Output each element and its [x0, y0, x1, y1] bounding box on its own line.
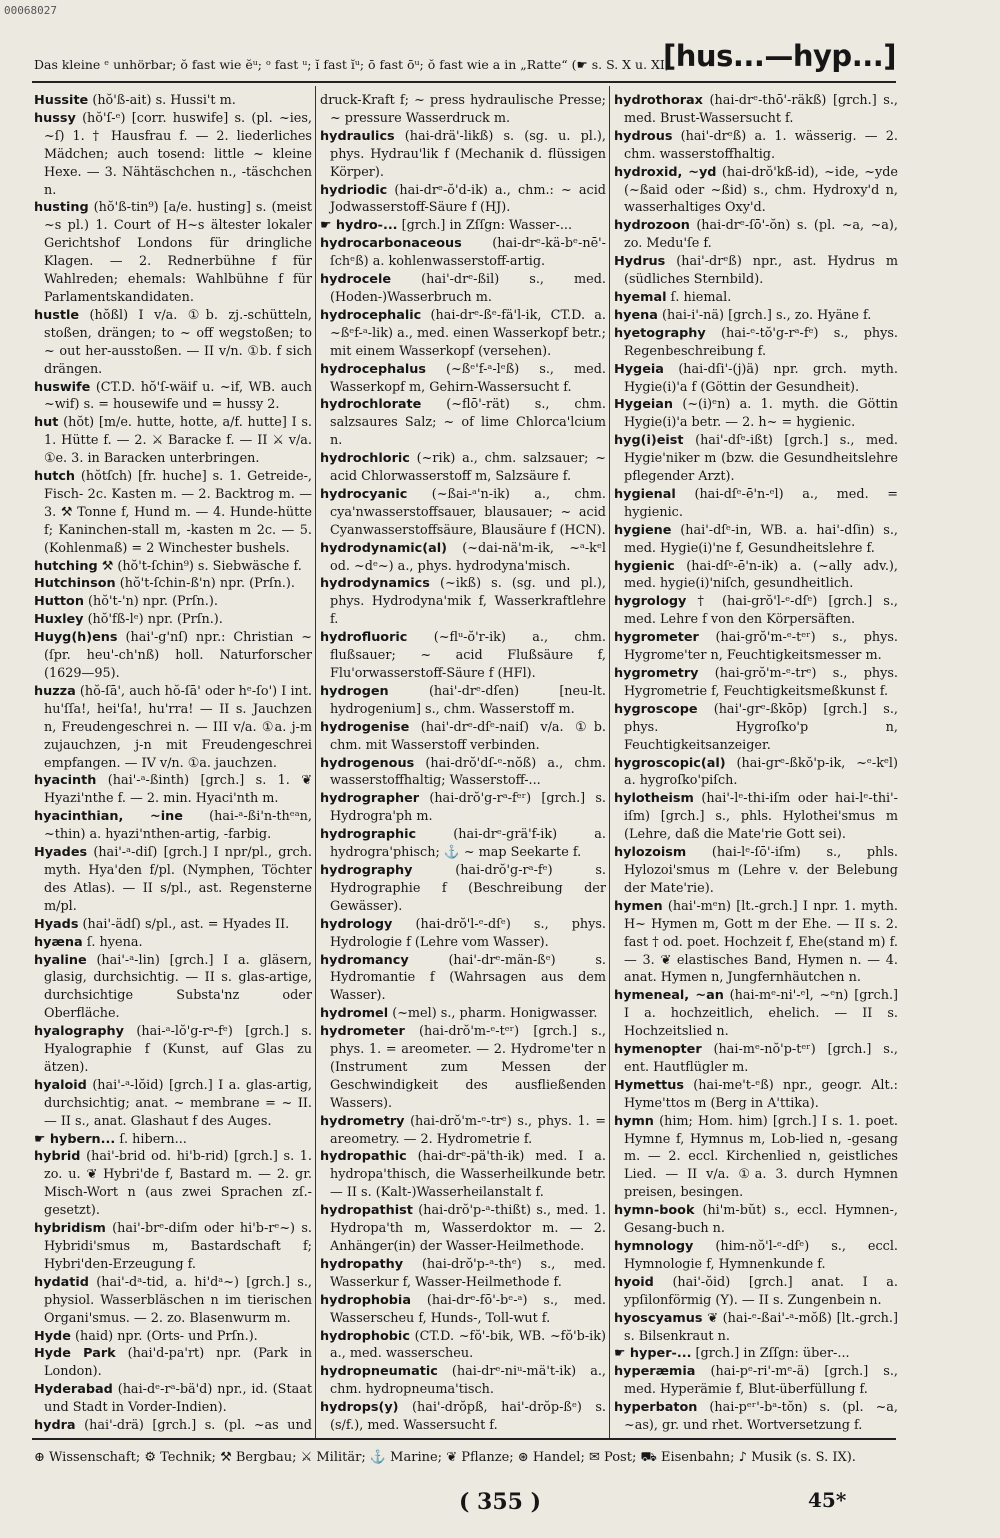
- entry-definition: (hai'd-pa'rt) npr. (Park in London).: [44, 1346, 312, 1380]
- entry-headword: hymnology: [614, 1239, 694, 1254]
- entry-definition: (hŏ-ſā', auch hŏ-ſā' oder hᵉ-ſo') I int. hu'ſſa!, hei'ſa!, hu'rra! — II s. Jauchzen n, Freudengeschrei n. — III v/a. ①a. j-m zujauchzen, j-n mit Freudengeschrei empfangen. — IV v/n. ①a. jauchzen.: [44, 683, 312, 771]
- dictionary-entry: [320, 396, 606, 450]
- entry-definition: (hŏ'ß-tin⁹) [a/e. husting] s. (meist ~s pl.) 1. Court of H~s ältester lokaler Gerichtshof Londons für dringliche Klagen. — 2. Rednerbühne f für Wahlreden; ehemals: Wahlbühne f für Parlamentskandidaten.: [44, 200, 312, 305]
- dictionary-entry: [320, 235, 606, 271]
- dictionary-entry: [614, 522, 898, 558]
- entry-definition: (hai-drᵉ-pä'th-ik) med. I a. hydropa'thisch, die Wasserheilkunde betr. — II s. (Kalt-)Wasserheilanstalt f.: [330, 1149, 606, 1201]
- entry-headword: Hygeia: [614, 361, 664, 377]
- dictionary-entry: [614, 164, 898, 218]
- entry-definition: (hai-drŏ'm-ᵉ-trᵉ) s., phys. 1. = areometry. — 2. Hydrometrie f.: [330, 1113, 606, 1147]
- entry-headword: hydrocephalic: [320, 307, 422, 323]
- entry-headword: hydriodic: [320, 182, 388, 198]
- entry-definition: (hai-drᵉ-ßᵉ-fä'l-ik, CT.D. a. ~ßᵉf-ᵃ-lik) a., med. einen Wasserkopf betr.; mit einem Wasserkopf (versehen).: [330, 307, 606, 359]
- dictionary-entry: [614, 92, 898, 128]
- entry-headword: Hutchinson: [34, 576, 116, 592]
- dictionary-entry: [614, 665, 898, 701]
- entry-definition: (CT.D. ~fŏ'-bik, WB. ~fŏ'b-ik) a., med. wasserscheu.: [330, 1328, 606, 1362]
- dictionary-entry: [34, 611, 312, 629]
- entry-headword: hydrous: [614, 128, 673, 144]
- dictionary-column-3: [614, 92, 898, 1437]
- dictionary-entry: [614, 558, 898, 594]
- entry-definition: (hai-pᵉ-ri'-mᵉ-ä) [grch.] s., med. Hyperämie f, Blut-überfüllung f.: [624, 1364, 898, 1398]
- entry-definition: (hŏ't-'n) npr. (Prſn.).: [88, 594, 218, 610]
- entry-definition: (hai'-ᵃ-lŏid) [grch.] I a. glas-artig, durchsichtig; anat. ~ membrane = ~ II. — II s., anat. Glashaut f des Auges.: [44, 1077, 312, 1129]
- entry-definition: (hai'-ädſ) s/pl., ast. = Hyades II.: [82, 916, 290, 932]
- footer-rule: [32, 1438, 896, 1440]
- entry-headword: hydromancy: [320, 952, 409, 968]
- entry-definition: (hai-pᵉʳ'-bᵃ-tŏn) s. (pl. ~a, ~as), gr. und rhet. Wortversetzung f.: [624, 1400, 898, 1434]
- dictionary-entry: [34, 683, 312, 773]
- dictionary-entry: [320, 719, 606, 755]
- entry-definition: (~rik) a., chm. salzsauer; ~ acid Chlorwasserstoff m, Salzsäure f.: [330, 451, 606, 485]
- entry-definition: (hai-grᵉ-ßkŏ'p-ik, ~ᵉ-kᵉl) a. hygroſko'piſch.: [624, 755, 898, 789]
- entry-headword: Hyde: [34, 1328, 71, 1344]
- entry-headword: hydropathic: [320, 1149, 407, 1165]
- entry-headword: Hyderabad: [34, 1382, 113, 1398]
- dictionary-entry: [614, 253, 898, 289]
- dictionary-entry: [614, 987, 898, 1041]
- dictionary-entry: [614, 307, 898, 325]
- dictionary-entry: [320, 540, 606, 576]
- entry-headword: hutch: [34, 469, 76, 485]
- scan-id-label: 00068027: [4, 4, 57, 17]
- dictionary-column-2: [320, 92, 606, 1437]
- dictionary-entry: [614, 1363, 898, 1399]
- entry-definition: (hai'-ᵃ-lin) [grch.] I a. gläsern, glasig, durchsichtig. — II s. glas-artige, durchsichtige Substa'nz oder Oberfläche.: [44, 952, 312, 1022]
- entry-definition: (hai-dſᵉ-ē'n-ik) a. (~ally adv.), med. hygie(i)'niſch, gesundheitlich.: [624, 558, 898, 592]
- entry-definition: (hai'-drŏpß, hai'-drŏp-ßᵉ) s. (s/f.), med. Wassersucht f.: [330, 1400, 606, 1434]
- dictionary-entry: [320, 1023, 606, 1113]
- dictionary-entry: [320, 217, 606, 235]
- entry-headword: hydrophobic: [320, 1328, 410, 1344]
- entry-definition: (hi'm-bŭt) s., eccl. Hymnen-, Gesang-buch n.: [624, 1203, 898, 1237]
- entry-headword: hydrographer: [320, 791, 420, 807]
- dictionary-entry: [614, 217, 898, 253]
- dictionary-entry: [614, 1399, 898, 1435]
- dictionary-entry: [320, 1399, 606, 1435]
- dictionary-entry: [320, 92, 606, 128]
- dictionary-entry: [614, 289, 898, 307]
- dictionary-entry: [320, 755, 606, 791]
- entry-definition: (hai-drŏ'kß-id), ~ide, ~yde (~ßaid oder ~ßid) s., chm. Hydroxy'd n, wasserhaltiges Oxy'd.: [624, 164, 898, 216]
- entry-definition: (hŏtſch) [fr. huche] s. 1. Getreide-, Fisch- 2c. Kasten m. — 2. Backtrog m. — 3. ⚒ Tonne f, Hund m. — 4. Hunde-hütte f; Kaninchen-stall m, -kasten m 2c. — 5. (Kohlenmaß) = 2 Winchester bushels.: [44, 469, 312, 556]
- dictionary-entry: [614, 1041, 898, 1077]
- dictionary-entry: [614, 1310, 898, 1346]
- entry-definition: (hai'-brid od. hi'b-rid) [grch.] s. 1. zo. u. ❦ Hybri'de f, Bastard m. — 2. gr. Misch-Wort n (aus zwei Sprachen zſ.-gesetzt).: [44, 1149, 312, 1219]
- dictionary-entry: [614, 629, 898, 665]
- entry-headword: Hyads: [34, 916, 79, 932]
- entry-definition: (CT.D. hŏ'ſ-wäif u. ~if, WB. auch ~wif) s. = housewife und = hussy 2.: [44, 379, 312, 413]
- entry-definition: (hai'-dᵃ-tid, a. hi'dᵃ~) [grch.] s., physiol. Wasserbläschen n im tierischen Organi'smus. — 2. zo. Blasenwurm m.: [44, 1274, 312, 1326]
- dictionary-entry: [34, 1274, 312, 1328]
- entry-headword: Hydrus: [614, 254, 666, 270]
- dictionary-entry: [320, 486, 606, 540]
- entry-headword: Hygeian: [614, 397, 674, 413]
- entry-headword: hydrodynamics: [320, 576, 430, 592]
- entry-definition: (him; Hom. him) [grch.] I s. 1. poet. Hymne f, Hymnus m, Lob-lied n, -gesang m. — 2. eccl. Kirchenlied n, geistliches Lied. — II v/a. ①a. 3. durch Hymnen preisen, besingen.: [624, 1113, 898, 1201]
- entry-headword: ☛ hyper-...: [614, 1346, 692, 1362]
- dictionary-entry: [614, 1113, 898, 1203]
- entry-definition: (hai-drᵉ-ŏ'd-ik) a., chm.: ~ acid Jodwasserstoff-Säure f (HJ).: [330, 182, 606, 216]
- dictionary-entry: [34, 558, 312, 576]
- dictionary-entry: [320, 361, 606, 397]
- dictionary-entry: [34, 1023, 312, 1077]
- dictionary-entry: [34, 1328, 312, 1346]
- entry-definition: (hai'-drᵉ-dſᵉ-naiſ) v/a. ①b. chm. mit Wasserstoff verbinden.: [330, 719, 606, 753]
- dictionary-column-1: [34, 92, 312, 1437]
- entry-headword: ☛ hydro-...: [320, 218, 398, 234]
- entry-definition: (hai-drŏ'g-rᵃ-fᵉʳ) [grch.] s. Hydrogra'ph m.: [330, 791, 606, 825]
- entry-headword: hymn-book: [614, 1203, 695, 1219]
- entry-headword: hydraulics: [320, 128, 395, 144]
- entry-headword: hydrology: [320, 916, 393, 932]
- entry-definition: (him-nŏ'l-ᵉ-dſᵉ) s., eccl. Hymnologie f, Hymnenkunde f.: [624, 1239, 898, 1272]
- entry-definition: (hai-dᵉ-rᵃ-bä'd) npr., id. (Staat und Stadt in Vorder-Indien).: [44, 1382, 312, 1416]
- dictionary-entry: [614, 898, 898, 988]
- dictionary-entry: [614, 432, 898, 486]
- entry-headword: hydra: [34, 1418, 76, 1434]
- entry-definition: ſ. hibern...: [119, 1131, 187, 1147]
- entry-headword: hydatid: [34, 1274, 89, 1290]
- dictionary-entry: [614, 1202, 898, 1238]
- dictionary-entry: [320, 182, 606, 218]
- entry-definition: (hai-drŏ'p-ᵃ-thißt) s., med. 1. Hydropa'th m, Wasserdoktor m. — 2. Anhänger(in) der Wasser-Heilmethode.: [330, 1203, 606, 1254]
- entry-headword: hydropathist: [320, 1203, 413, 1219]
- entry-headword: Hymettus: [614, 1077, 685, 1093]
- dictionary-entry: [320, 1328, 606, 1364]
- dictionary-entry: [34, 1381, 312, 1417]
- dictionary-entry: [614, 593, 898, 629]
- dictionary-entry: [320, 1256, 606, 1292]
- entry-headword: hyena: [614, 307, 658, 323]
- entry-headword: hybrid: [34, 1149, 81, 1165]
- dictionary-entry: [34, 844, 312, 916]
- entry-definition: (hai'-mᵉn) [lt.-grch.] I npr. 1. myth. H~ Hymen m, Gott m der Ehe. — II s. 2. fast † od. poet. Hochzeit f, Ehe(stand m) f. — 3. ❦ elastisches Band, Hymen n. — 4. anat. Hymen n, Jungfernhäutchen n.: [624, 898, 898, 986]
- entry-definition: (hai'-drᵉß) a. 1. wässerig. — 2. chm. wasserstoffhaltig.: [624, 128, 898, 162]
- entry-definition: (~dai-nä'm-ik, ~ᵃ-kᵉl od. ~dᵉ~) a., phys. hydrodyna'misch.: [330, 540, 606, 574]
- entry-definition: (hai'-grᵉ-ßkōp) [grch.] s., phys. Hygroſko'p n, Feuchtigkeitsanzeiger.: [624, 701, 898, 753]
- entry-definition: (hai-dſᵉ-ē'n-ᵉl) a., med. = hygienic.: [624, 486, 898, 520]
- entry-headword: Hutton: [34, 594, 84, 610]
- entry-headword: hut: [34, 415, 59, 431]
- dictionary-entry: [614, 361, 898, 397]
- entry-headword: hygienal: [614, 486, 676, 502]
- dictionary-entry: [34, 629, 312, 683]
- entry-definition: (hai'-drᵉß) npr., ast. Hydrus m (südliches Sternbild).: [624, 254, 898, 288]
- entry-definition: (hai'-ᵃ-ßinth) [grch.] s. 1. ❦ Hyazi'nthe f. — 2. min. Hyaci'nth m.: [44, 773, 312, 807]
- entry-definition: (hai-mᵉ-nŏ'p-tᵉʳ) [grch.] s., ent. Hautflügler m.: [624, 1042, 898, 1075]
- dictionary-entry: [320, 271, 606, 307]
- entry-headword: hydrocephalus: [320, 361, 426, 377]
- dictionary-entry: [34, 468, 312, 558]
- entry-definition: (hai-drŏ'm-ᵉ-tᵉʳ) [grch.] s., phys. 1. = areometer. — 2. Hydrome'ter n (Instrument zum Messen der Geschwindigkeit des ausfließenden Wassers).: [330, 1024, 606, 1111]
- entry-definition: (hai-drᵉ-ſō'-ŏn) s. (pl. ~a, ~a), zo. Medu'ſe f.: [624, 218, 898, 252]
- dictionary-entry: [614, 486, 898, 522]
- entry-headword: hydrochloric: [320, 451, 410, 467]
- entry-definition: (hai-drᵉ-thō'-räkß) [grch.] s., med. Brust-Wassersucht f.: [624, 93, 898, 126]
- dictionary-entry: [34, 1131, 312, 1149]
- dictionary-entry: [614, 128, 898, 164]
- entry-headword: hydrozoon: [614, 218, 690, 234]
- dictionary-entry: [614, 701, 898, 755]
- entry-definition: (hai-mᵉ-ni'-ᵉl, ~ᵉn) [grch.] I a. hochzeitlich, ehelich. — II s. Hochzeitslied n.: [624, 988, 898, 1040]
- entry-headword: hymn: [614, 1113, 654, 1129]
- entry-definition: (~(i)ᵉn) a. 1. myth. die Göttin Hygie(i)'a betr. — 2. h~ = hygienic.: [624, 397, 898, 431]
- dictionary-entry: [34, 110, 312, 200]
- page-range-header: [hus...—hyp...]: [663, 39, 896, 73]
- entry-headword: hygroscope: [614, 701, 698, 717]
- entry-headword: hyalography: [34, 1024, 124, 1040]
- entry-definition: (hai'-drä) [grch.] s. (pl. ~as und: [84, 1418, 312, 1434]
- entry-headword: hydrops(y): [320, 1400, 399, 1416]
- column-separator: [609, 86, 610, 1438]
- dictionary-entry: [34, 772, 312, 808]
- dictionary-entry: [34, 307, 312, 379]
- entry-headword: huzza: [34, 683, 76, 699]
- dictionary-entry: [614, 1274, 898, 1310]
- dictionary-entry: [614, 1345, 898, 1363]
- entry-definition: (hai-drᵉ-fō'-bᵉ-ᵃ) s., med. Wasserscheu f, Hunds-, Toll-wut f.: [330, 1292, 606, 1326]
- dictionary-entry: [614, 755, 898, 791]
- entry-headword: hygienic: [614, 558, 675, 574]
- entry-definition: (hai-lᵉ-ſō'-iſm) s., phls. Hylozoi'smus m (Lehre v. der Belebung der Mate'rie).: [624, 845, 898, 896]
- entry-definition: (hai-drᵉ-niᵘ-mä't-ik) a., chm. hydropneuma'tisch.: [330, 1364, 606, 1398]
- entry-headword: hygiene: [614, 522, 672, 538]
- dictionary-entry: [320, 790, 606, 826]
- entry-headword: hydrometer: [320, 1024, 405, 1040]
- dictionary-entry: [614, 325, 898, 361]
- entry-definition: (~ßᵉ'f-ᵃ-lᵉß) s., med. Wasserkopf m, Gehirn-Wassersucht f.: [330, 361, 606, 395]
- entry-headword: hyemal: [614, 289, 667, 305]
- entry-headword: hyoid: [614, 1274, 654, 1290]
- entry-definition: (~ßai-ᵃ'n-ik) a., chm. cya'nwasserstoffsauer, blausauer; ~ acid Cyanwasserstoffsäure, Blausäure f (HCN).: [330, 486, 606, 538]
- pronunciation-key-header: Das kleine ᵉ unhörbar; ŏ fast wie ĕᵘ; ᵒ fast ᵘ; ĭ fast ĭᵘ; ō fast ōᵘ; ŏ fast wie a in „Ratte“ (☛ s. S. X u. XI).: [34, 57, 674, 72]
- entry-definition: [grch.] in Zſſgn: über-...: [695, 1346, 850, 1362]
- entry-headword: hymeneal, ~an: [614, 988, 724, 1004]
- dictionary-entry: [34, 414, 312, 468]
- dictionary-entry: [320, 629, 606, 683]
- entry-headword: hygrology: [614, 594, 687, 610]
- entry-headword: hydrometry: [320, 1113, 405, 1129]
- entry-definition: (hai'-dſᵉ-ißt) [grch.] s., med. Hygie'niker m (bzw. die Gesundheitslehre pflegender Arzt).: [624, 433, 898, 485]
- entry-definition: (hai'-drᵉ-ßil) s., med. (Hoden-)Wasserbruch m.: [330, 272, 606, 305]
- entry-definition: (hai-drŏ'l-ᵉ-dſᵉ) s., phys. Hydrologie f (Lehre vom Wasser).: [330, 916, 606, 950]
- entry-headword: hydrography: [320, 862, 413, 878]
- dictionary-entry: [320, 1148, 606, 1202]
- entry-definition: (hŏ't-ſchin-ß'n) npr. (Prſn.).: [119, 576, 295, 592]
- dictionary-entry: [320, 450, 606, 486]
- entry-headword: hylozoism: [614, 845, 687, 861]
- entry-definition: (hai-dſi'-(j)ä) npr. grch. myth. Hygie(i)'a f (Göttin der Gesundheit).: [624, 361, 898, 395]
- entry-headword: Hyades: [34, 845, 88, 861]
- entry-headword: hydrographic: [320, 827, 417, 843]
- entry-headword: hydrothorax: [614, 93, 703, 108]
- entry-definition: (hai-i'-nä) [grch.] s., zo. Hyäne f.: [661, 307, 872, 323]
- dictionary-entry: [320, 1363, 606, 1399]
- entry-definition: (hai-ᵃ-lŏ'g-rᵃ-fᵉ) [grch.] s. Hyalographie f (Kunst, auf Glas zu ätzen).: [44, 1024, 312, 1075]
- entry-headword: Hyde Park: [34, 1346, 116, 1362]
- header-rule: [32, 81, 896, 83]
- dictionary-entry: [320, 1435, 606, 1437]
- dictionary-entry: [614, 1238, 898, 1274]
- entry-headword: hussy: [34, 110, 76, 126]
- entry-headword: hyacinth: [34, 773, 97, 789]
- entry-definition: ſ. hiemal.: [670, 289, 732, 305]
- entry-headword: hydropathy: [320, 1256, 404, 1272]
- entry-headword: hustle: [34, 307, 80, 323]
- entry-definition: (hai-drᵉ-grä'f-ik) a. hydrogra'phisch; ⚓ ~ map Seekarte f.: [330, 827, 606, 861]
- dictionary-entry: [34, 379, 312, 415]
- entry-definition: (hai-ᵉ-tŏ'g-rᵃ-fᵉ) s., phys. Regenbeschreibung f.: [624, 325, 898, 359]
- dictionary-entry: [320, 862, 606, 916]
- entry-headword: hydrogenous: [320, 755, 415, 771]
- entry-definition: (~flō'-rät) s., chm. salzsaures Salz; ~ of lime Chlorca'lcium n.: [330, 397, 606, 449]
- dictionary-entry: [320, 683, 606, 719]
- dictionary-entry: [320, 128, 606, 182]
- entry-definition: (hai-drŏ'g-rᵃ-fᵉ) s. Hydrographie f (Beschreibung der Gewässer).: [330, 862, 606, 914]
- entry-definition: druck-Kraft f; ~ press hydraulische Presse; ~ pressure Wasserdruck m.: [320, 93, 606, 126]
- entry-headword: hydrogenise: [320, 719, 410, 735]
- entry-headword: hutching: [34, 558, 98, 574]
- entry-definition: (hai-grŏ'm-ᵉ-trᵉ) s., phys. Hygrometrie f, Feuchtigkeitsmeßkunst f.: [624, 666, 898, 699]
- entry-definition: (hai'-g'nſ) npr.: Christian ~ (ſpr. heu'-ch'nß) holl. Naturforscher (1629—95).: [44, 630, 312, 681]
- dictionary-entry: [34, 916, 312, 934]
- entry-headword: hyaline: [34, 952, 87, 968]
- entry-definition: (haid) npr. (Orts- und Prſn.).: [74, 1328, 258, 1344]
- entry-definition: (hai-drᵉ-kä-bᵉ-nē'-ſchᵉß) a. kohlenwasserstoff-artig.: [330, 236, 606, 270]
- entry-headword: hyoscyamus: [614, 1310, 703, 1326]
- entry-headword: hygrometer: [614, 630, 699, 646]
- dictionary-entry: [34, 92, 312, 110]
- entry-headword: hymenopter: [614, 1042, 702, 1058]
- entry-definition: (hai'-lᵉ-thi-iſm oder hai-lᵉ-thi'-iſm) [grch.] s., phls. Hylothei'smus m (Lehre, daß die Mate'rie Gott sei).: [624, 791, 898, 843]
- entry-headword: hyetography: [614, 325, 706, 341]
- dictionary-entry: [34, 1345, 312, 1381]
- entry-headword: [614, 1436, 687, 1437]
- dictionary-entry: [320, 1292, 606, 1328]
- dictionary-entry: [320, 307, 606, 361]
- entry-headword: husting: [34, 200, 89, 216]
- entry-definition: (~mel) s., pharm. Honigwasser.: [392, 1006, 598, 1022]
- entry-headword: ☛ hybern...: [34, 1131, 116, 1147]
- entry-definition: ſ. hyena.: [86, 934, 143, 950]
- dictionary-entry: [614, 790, 898, 844]
- dictionary-entry: [34, 934, 312, 952]
- dictionary-entry: [34, 1148, 312, 1220]
- entry-headword: [320, 1436, 394, 1437]
- entry-headword: hydrofluoric: [320, 630, 408, 646]
- entry-headword: hymen: [614, 898, 663, 914]
- entry-definition: † (hai-grŏ'l-ᵉ-dſᵉ) [grch.] s., med. Lehre f von den Körpersäften.: [624, 594, 898, 628]
- dictionary-entry: [34, 952, 312, 1024]
- entry-headword: hybridism: [34, 1221, 106, 1237]
- entry-definition: (hai'-ᵃ-diſ) [grch.] I npr/pl., grch. myth. Hya'den f/pl. (Nymphen, Töchter des Atlas). — II s/pl., ast. Regensterne m/pl.: [44, 845, 312, 914]
- entry-headword: hygroscopic(al): [614, 755, 726, 771]
- entry-definition: (~flᵘ-ŏ'r-ik) a., chm. flußsauer; ~ acid Flußsäure f, Flu'orwasserstoff-Säure f (HFl).: [330, 630, 606, 681]
- printer-signature: 45*: [808, 1488, 847, 1512]
- dictionary-entry: [34, 808, 312, 844]
- entry-definition: (hŏ'ß-ait) s. Hussi't m.: [92, 93, 236, 108]
- entry-headword: hydrocarbonaceous: [320, 236, 462, 252]
- entry-definition: ❦ (hai-ᵉ-ßai'-ᵃ-mŏß) [lt.-grch.] s. Bilsenkraut n.: [624, 1310, 898, 1344]
- entry-headword: hydroxid, ~yd: [614, 164, 717, 180]
- dictionary-entry: [320, 916, 606, 952]
- dictionary-entry: [614, 844, 898, 898]
- entry-headword: hyperbaton: [614, 1400, 698, 1416]
- entry-headword: hydrodynamic(al): [320, 540, 447, 556]
- entry-definition: (hai-ᵃ-ßi'n-thᵉᵃn, ~thin) a. hyazi'nthen-artig, -farbig.: [44, 809, 312, 843]
- dictionary-entry: [320, 1113, 606, 1149]
- page-number: ( 355 ): [458, 1489, 542, 1515]
- entry-headword: hydromel: [320, 1006, 389, 1022]
- dictionary-entry: [320, 952, 606, 1006]
- dictionary-entry: [34, 575, 312, 593]
- dictionary-entry: [34, 1077, 312, 1131]
- entry-definition: (hai'-brᵉ-diſm oder hi'b-rᵉ~) s. Hybridi'smus m, Bastardschaft f; Hybri'den-Erzeugung f.: [44, 1221, 312, 1272]
- entry-headword: Huxley: [34, 612, 84, 628]
- dictionary-entry: [320, 1202, 606, 1256]
- entry-definition: (hai-drŏ'p-ᵃ-thᵉ) s., med. Wasserkur f, Wasser-Heilmethode f.: [330, 1256, 606, 1290]
- entry-headword: hyacinthian, ~ine: [34, 809, 183, 825]
- entry-definition: (hŏßl) I v/a. ①b. zj.-schütteln, stoßen, drängen; to ~ off wegstoßen; to ~ out her-ausstoßen. — II v/n. ①b. f sich drängen.: [44, 307, 312, 377]
- dictionary-entry: [614, 396, 898, 432]
- dictionary-entry: [34, 1220, 312, 1274]
- entry-definition: (hai'-drᵉ-dſen) [neu-lt. hydrogenium] s., chm. Wasserstoff m.: [330, 683, 606, 717]
- column-separator: [315, 86, 316, 1438]
- entry-definition: (hai'-drᵉ-män-ßᵉ) s. Hydromantie f (Wahrsagen aus dem Wasser).: [330, 952, 606, 1004]
- entry-headword: hydrocyanic: [320, 486, 408, 502]
- entry-definition: (hŏt) [m/e. hutte, hotte, a/f. hutte] I s. 1. Hütte f. — 2. ⚔ Baracke f. — II ⚔ v/a. ①e. 3. in Baracken unterbringen.: [44, 415, 312, 467]
- entry-headword: Hussite: [34, 93, 89, 108]
- entry-headword: huswife: [34, 379, 91, 395]
- entry-headword: hyperæmia: [614, 1364, 696, 1380]
- entry-headword: hydrocele: [320, 272, 392, 288]
- entry-headword: hyæna: [34, 934, 83, 950]
- entry-definition: (hai-me't-ᵉß) npr., geogr. Alt.: Hyme'ttos m (Berg in A'ttika).: [624, 1077, 898, 1111]
- dictionary-entry: [34, 1417, 312, 1437]
- dictionary-entry: [320, 826, 606, 862]
- entry-headword: hydrogen: [320, 683, 389, 699]
- entry-headword: hygrometry: [614, 666, 699, 681]
- entry-definition: (hai-drä'-likß) s. (sg. u. pl.), phys. Hydrau'lik f (Mechanik d. flüssigen Körper).: [330, 128, 606, 180]
- entry-headword: hydrophobia: [320, 1292, 411, 1308]
- dictionary-entry: [614, 1435, 898, 1437]
- entry-definition: (hai'-ŏid) [grch.] anat. I a. ypſilonförmig (Y). — II s. Zungenbein n.: [624, 1274, 898, 1308]
- entry-definition: (hŏ'fß-lᵉ) npr. (Prſn.).: [87, 612, 223, 628]
- entry-definition: (hai-drŏ'dſ-ᵉ-nŏß) a., chm. wasserstoffhaltig; Wasserstoff-...: [330, 755, 606, 789]
- entry-headword: hylotheism: [614, 791, 694, 807]
- entry-headword: hyaloid: [34, 1077, 87, 1093]
- dictionary-entry: [320, 1005, 606, 1023]
- entry-definition: (hŏ'ſ-ᵉ) [corr. huswife] s. (pl. ~ies, ~ſ) 1. † Hausfrau f. — 2. liederliches Mädchen; auch tosend: little ~ kleine Hexe. — 3. Nähtäschchen n., -täschchen n.: [44, 110, 312, 198]
- entry-definition: (~ikß) s. (sg. und pl.), phys. Hydrodyna'mik f, Wasserkraftlehre f.: [330, 576, 606, 628]
- dictionary-entry: [34, 593, 312, 611]
- entry-headword: hydrochlorate: [320, 397, 422, 413]
- entry-definition: (hai-grŏ'm-ᵉ-tᵉʳ) s., phys. Hygrome'ter n, Feuchtigkeitsmesser m.: [624, 630, 898, 664]
- dictionary-entry: [34, 199, 312, 306]
- entry-headword: hydropneumatic: [320, 1364, 438, 1380]
- dictionary-entry: [614, 1077, 898, 1113]
- entry-definition: (hai'-dſᵉ-in, WB. a. hai'-dſin) s., med. Hygie(i)'ne f, Gesundheitslehre f.: [624, 522, 898, 556]
- entry-definition: ⚒ (hŏ't-ſchin⁹) s. Siebwäsche f.: [101, 558, 302, 574]
- entry-definition: [grch.] in Zſſgn: Wasser-...: [401, 218, 573, 234]
- symbol-legend-footer: ⊕ Wissenschaft; ⚙ Technik; ⚒ Bergbau; ⚔ Militär; ⚓ Marine; ❦ Pflanze; ⊛ Handel; ✉ Post; ⛟ Eisenbahn; ♪ Musik (s. S. IX).: [34, 1450, 856, 1465]
- dictionary-entry: [320, 575, 606, 629]
- entry-headword: hyg(i)eist: [614, 433, 684, 449]
- entry-headword: Huyg(h)ens: [34, 630, 118, 646]
